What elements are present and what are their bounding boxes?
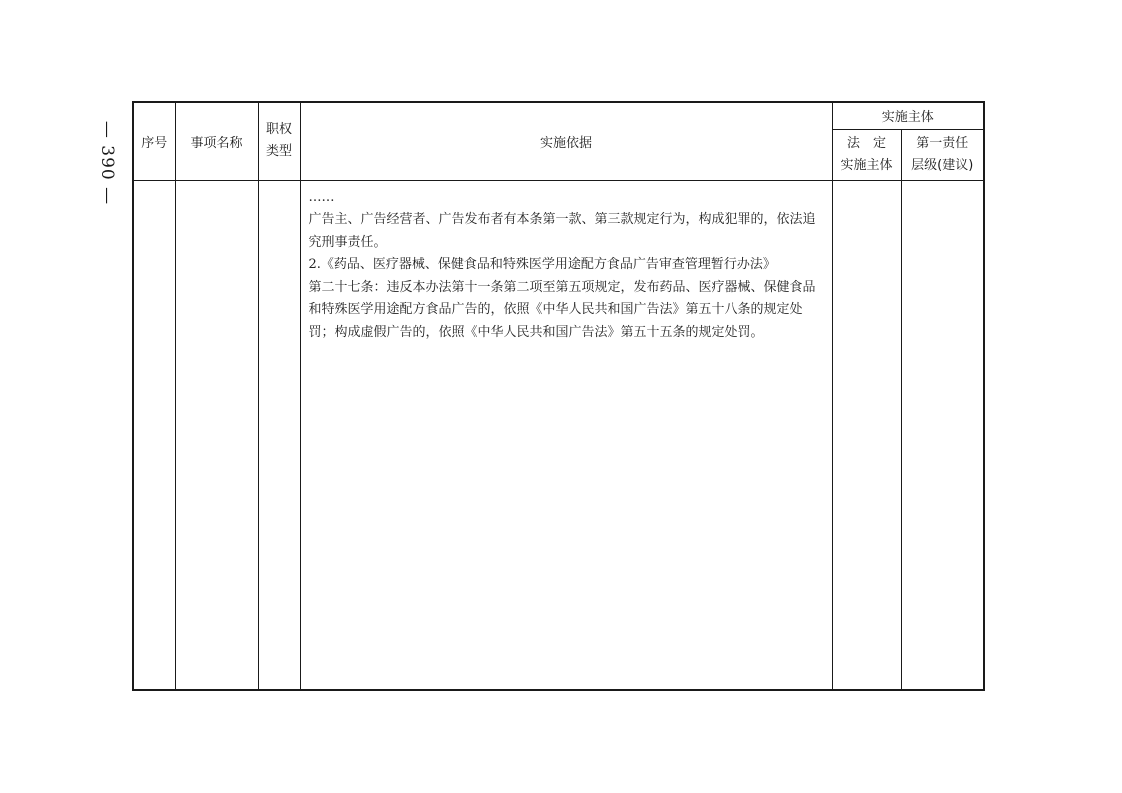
- header-legal-subject: [832, 129, 901, 180]
- header-subject: 实施主体: [832, 102, 984, 129]
- header-basis: 实施依据: [300, 102, 832, 180]
- header-power-type-line1: 职权: [265, 122, 292, 138]
- header-first-responsibility-line1: 第一责任: [916, 135, 969, 151]
- header-legal-subject-line1: 法 定: [846, 135, 886, 151]
- implementation-table: [132, 101, 985, 691]
- header-power-type: [258, 102, 300, 180]
- basis-line: 2.《药品、医疗器械、保健食品和特殊医学用途配方食品广告审查管理暂行办法》: [308, 257, 776, 272]
- header-seq: 序号: [133, 102, 175, 180]
- header-power-type-line2: 类型: [265, 144, 292, 160]
- header-first-responsibility: [901, 129, 984, 180]
- cell-seq: [133, 180, 175, 690]
- page-number-text: — 390 —: [97, 120, 118, 206]
- cell-basis: [300, 180, 832, 690]
- cell-item-name: [175, 180, 258, 690]
- basis-line: 第二十七条：违反本办法第十一条第二项至第五项规定，发布药品、医疗器械、保健食品和特殊医学用途配方食品广告的，依照《中华人民共和国广告法》第五十八条的规定处罚；构成虚假广告的，依照《中华人民共和国广告法》第五十五条的规定处罚。: [308, 279, 816, 340]
- basis-line: 广告主、广告经营者、广告发布者有本条第一款、第三款规定行为，构成犯罪的，依法追究刑事责任。: [308, 212, 816, 250]
- cell-legal-subject: [832, 180, 901, 690]
- table-row: [133, 180, 984, 690]
- header-item-name: 事项名称: [175, 102, 258, 180]
- cell-first-responsibility: [901, 180, 984, 690]
- page-number: [92, 118, 122, 208]
- basis-line: ……: [308, 189, 335, 205]
- cell-power-type: [258, 180, 300, 690]
- header-legal-subject-line2: 实施主体: [840, 157, 893, 173]
- header-first-responsibility-line2: 层级(建议): [911, 157, 974, 173]
